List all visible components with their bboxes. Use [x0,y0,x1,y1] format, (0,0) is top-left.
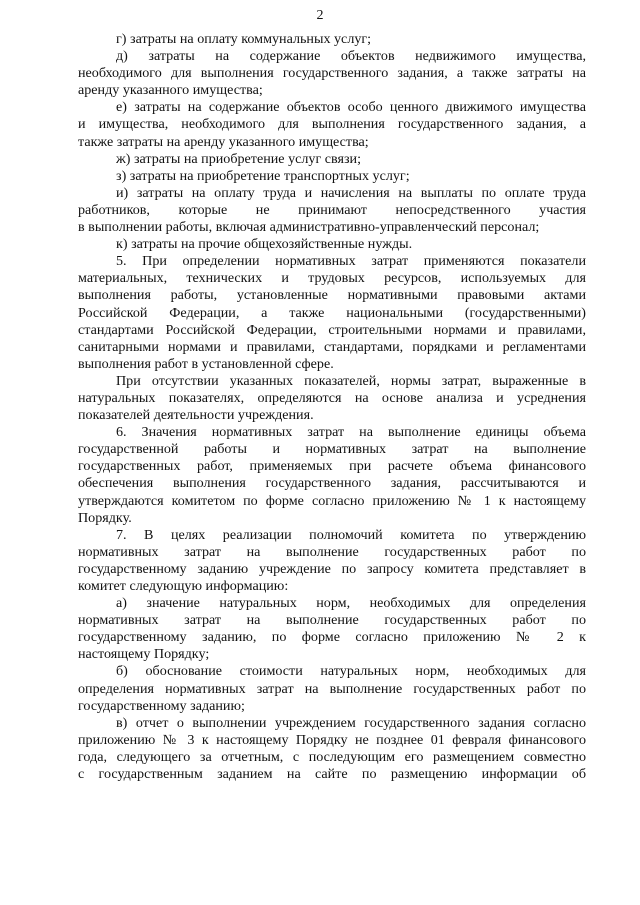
paragraph-zh [116,151,586,168]
page-number: 2 [316,8,324,23]
text-line: и) затраты на оплату труда и начисления на выплаты по оплате труда [116,184,586,201]
text-line: государственному заданию, по форме согласно приложению № 2 к [78,629,586,646]
text-line: комитет следующую информацию: [78,578,289,594]
document-body [78,31,586,783]
text-line: выполнения работ в установленной сфере. [78,355,334,372]
text-line: При отсутствии указанных показателей, нормы затрат, выраженные в [116,372,586,389]
text-line: 5. При определении нормативных затрат применяются показатели [116,253,586,270]
text-line: в) отчет о выполнении учреждением государственного задания согласно [116,714,586,731]
paragraph-7v [78,714,586,783]
text-line: к) затраты на прочие общехозяйственные нужды. [116,236,413,253]
text-line: также затраты на аренду указанного имущества; [78,133,369,150]
paragraph-5-continued [78,372,586,424]
text-line: з) затраты на приобретение транспортных услуг; [116,167,410,184]
paragraph-z [116,168,586,185]
paragraph-k [116,236,586,253]
text-line: Порядку. [78,509,132,526]
text-line: 6. Значения нормативных затрат на выполнение единицы объема [116,424,586,441]
text-line: материальных, технических и трудовых ресурсов, используемых для [78,270,586,287]
text-line: необходимого для выполнения государственного задания, а также затраты на [78,65,586,82]
text-line: определения нормативных затрат на выполнение государственных работ по [78,680,586,697]
text-line: приложению № 3 к настоящему Порядку не позднее 01 февраля финансового [78,731,586,748]
text-line: г) затраты на оплату коммунальных услуг; [116,31,372,47]
text-line: ж) затраты на приобретение услуг связи; [116,150,362,167]
text-line: государственных работ, применяемых при расчете объема финансового [78,458,586,475]
text-line: настоящему Порядку; [78,646,210,663]
text-line: и имущества, необходимого для выполнения государственного задания, а [78,116,586,133]
text-line: выполнения работы, установленные нормативными правовыми актами [78,287,586,304]
paragraph-7 [78,526,586,595]
text-line: государственной работы и нормативных затрат на выполнение [78,441,586,458]
text-line: стандартами Российской Федерации, строительными нормами и правилами, [78,321,586,338]
text-line: е) затраты на содержание объектов особо ценного движимого имущества [116,99,586,116]
text-line: с государственным заданием на сайте по размещению информации об [78,766,586,783]
text-line: натуральных показателях, определяются на основе анализа и усреднения [78,389,586,406]
text-line: обеспечения выполнения государственного задания, рассчитываются и [78,475,586,492]
text-line: утверждаются комитетом по форме согласно приложению № 1 к настоящему [78,492,586,509]
text-line: д) затраты на содержание объектов недвижимого имущества, [116,48,586,65]
paragraph-5 [78,253,586,373]
paragraph-d [78,48,586,99]
paragraph-e [78,99,586,150]
text-line: показателей деятельности учреждения. [78,407,314,424]
text-line: аренду указанного имущества; [78,82,263,99]
text-line: 7. В целях реализации полномочий комитета по утверждению [116,526,586,543]
text-line: государственному заданию учреждение по запросу комитета представляет в [78,560,586,577]
paragraph-7b [78,663,586,714]
text-line: в выполнении работы, включая административно-управленческий персонал; [78,219,540,236]
paragraph-g [116,31,586,48]
paragraph-6 [78,424,586,527]
text-line: Российской Федерации, а также национальными (государственными) [78,304,586,321]
paragraph-7a [78,595,586,663]
paragraph-i [78,184,586,236]
text-line: нормативных затрат на выполнение государственных работ по [78,543,586,560]
text-line: нормативных затрат на выполнение государственных работ по [78,612,586,629]
text-line: года, следующего за отчетным, с последующим его размещением совместно [78,748,586,765]
text-line: государственному заданию; [78,697,245,714]
text-line: а) значение натуральных норм, необходимых для определения [116,595,586,612]
text-line: санитарными нормами и правилами, стандартами, порядками и регламентами [78,338,586,355]
text-line: работников, которые не принимают непосредственного участия [78,201,586,218]
text-line: б) обоснование стоимости натуральных норм, необходимых для [116,663,586,680]
